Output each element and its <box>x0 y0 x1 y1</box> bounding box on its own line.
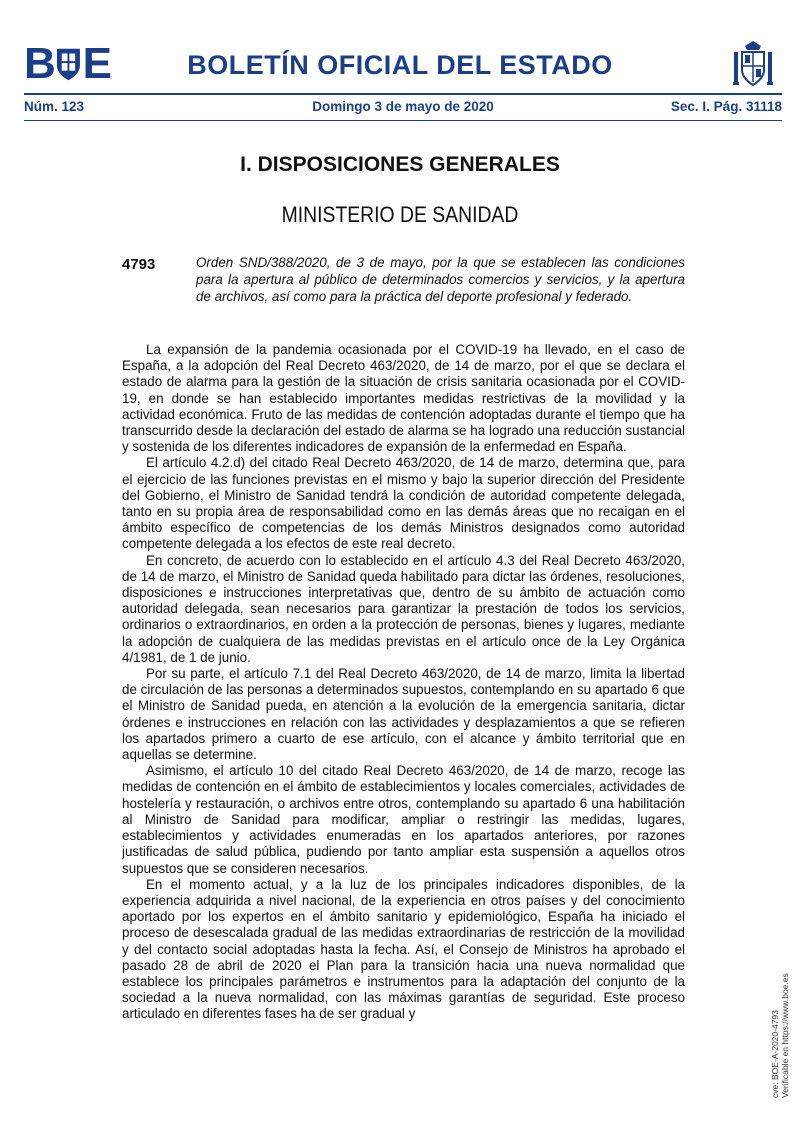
coat-of-arms-icon <box>730 40 776 88</box>
header-meta-bar <box>24 99 782 117</box>
document-body <box>122 342 685 1023</box>
cve-code: cve: BOE-A-2020-4793 <box>770 1010 780 1098</box>
boe-logo-letter-b: B <box>24 39 54 88</box>
paragraph: Por su parte, el artículo 7.1 del Real Decreto 463/2020, de 14 de marzo, limita la libertad de circulación de las personas a determinados supuestos, contemplando en su apartado 6 que el Ministro de Sanidad pueda, en atención a la evolución de la emergencia sanitaria, dictar órdenes e instrucciones en relación con las actividades y desplazamientos a que se refieren los apartados primero a cuarto de ese artículo, con el alcance y ámbito territorial que en aquellas se determine. <box>122 666 685 763</box>
order-number: 4793 <box>122 256 156 273</box>
verification-link[interactable]: Verificable en https://www.boe.es <box>780 973 790 1098</box>
paragraph: En concreto, de acuerdo con lo establecido en el artículo 4.3 del Real Decreto 463/2020, de 14 de marzo, el Ministro de Sanidad queda habilitado para dictar las órdenes, resoluciones, disposiciones e instrucciones interpretativas que, dentro de su ámbito de actuación como autoridad delegada, sean necesarios para garantizar la prestación de todos los servicios, ordinarios o extraordinarios, en orden a la protección de personas, bienes y lugares, mediante la adopción de cualquiera de las medidas previstas en el artículo once de la Ley Orgánica 4/1981, de 1 de junio. <box>122 552 685 665</box>
header-rule-bottom <box>24 120 782 121</box>
issue-number: Núm. 123 <box>24 99 85 114</box>
boe-logo-letter-e: E <box>82 39 110 88</box>
paragraph: La expansión de la pandemia ocasionada por el COVID-19 ha llevado, en el caso de España, a la adopción del Real Decreto 463/2020, de 14 de marzo, por el que se declara el estado de alarma para la gestión de la situación de crisis sanitaria ocasionada por el COVID-19, en donde se han establecido importantes medidas restrictivas de la movilidad y la actividad económica. Fruto de las medidas de contención adoptadas durante el tiempo que ha transcurrido desde la declaración del estado de alarma se ha logrado una reducción sustancial y sostenida de los diferentes indicadores de expansión de la enfermedad en España. <box>122 342 685 455</box>
verification-note <box>770 858 790 1098</box>
paragraph: El artículo 4.2.d) del citado Real Decreto 463/2020, de 14 de marzo, determina que, para el ejercicio de las funciones previstas en el mismo y bajo la superior dirección del Presidente del Gobierno, el Ministro de Sanidad tendrá la condición de autoridad competente delegada, tanto en su propia área de responsabilidad como en las demás áreas que no recaigan en el ámbito específico de competencias de los demás Ministros designados como autoridad competente delegada a los efectos de este real decreto. <box>122 455 685 552</box>
paragraph: Asimismo, el artículo 10 del citado Real Decreto 463/2020, de 14 de marzo, recoge las medidas de contención en el ámbito de establecimientos y locales comerciales, actividades de hostelería y restauración, o archivos entre otros, contemplando su apartado 6 una habilitación al Ministro de Sanidad para modificar, ampliar o restringir las medidas, lugares, establecimientos y actividades enumeradas en los apartados anteriores, por razones justificadas de salud pública, pudiendo por tanto ampliar esta suspensión a aquellos otros supuestos que se consideren necesarios. <box>122 763 685 876</box>
order-title: Orden SND/388/2020, de 3 de mayo, por la que se establecen las condiciones para la apertura al público de determinados comercios y servicios, y la apertura de archivos, así como para la práctica del deporte profesional y federado. <box>196 255 685 305</box>
section-heading: I. DISPOSICIONES GENERALES <box>240 153 560 176</box>
boe-logo <box>24 39 110 88</box>
boe-logo-shield-icon <box>56 46 81 82</box>
header-rule-top <box>24 93 782 95</box>
gazette-title: BOLETÍN OFICIAL DEL ESTADO <box>187 50 613 80</box>
ministry-heading: MINISTERIO DE SANIDAD <box>281 202 519 227</box>
section-page: Sec. I. Pág. 31118 <box>670 99 782 114</box>
paragraph: En el momento actual, y a la luz de los principales indicadores disponibles, de la experiencia adquirida a nivel nacional, de la experiencia en otros países y del conocimiento aportado por los expertos en el ámbito sanitario y epidemiológico, España ha iniciado el proceso de desescalada gradual de las medidas extraordinarias de restricción de la movilidad y del contacto social adoptadas hasta la fecha. Así, el Consejo de Ministros ha aprobado el pasado 28 de abril de 2020 el Plan para la transición hacia una nueva normalidad que establece los principales parámetros e instrumentos para la adaptación del conjunto de la sociedad a la nueva normalidad, con las máximas garantías de seguridad. Este proceso articulado en diferentes fases ha de ser gradual y <box>122 876 685 1022</box>
issue-date: Domingo 3 de mayo de 2020 <box>312 99 494 114</box>
